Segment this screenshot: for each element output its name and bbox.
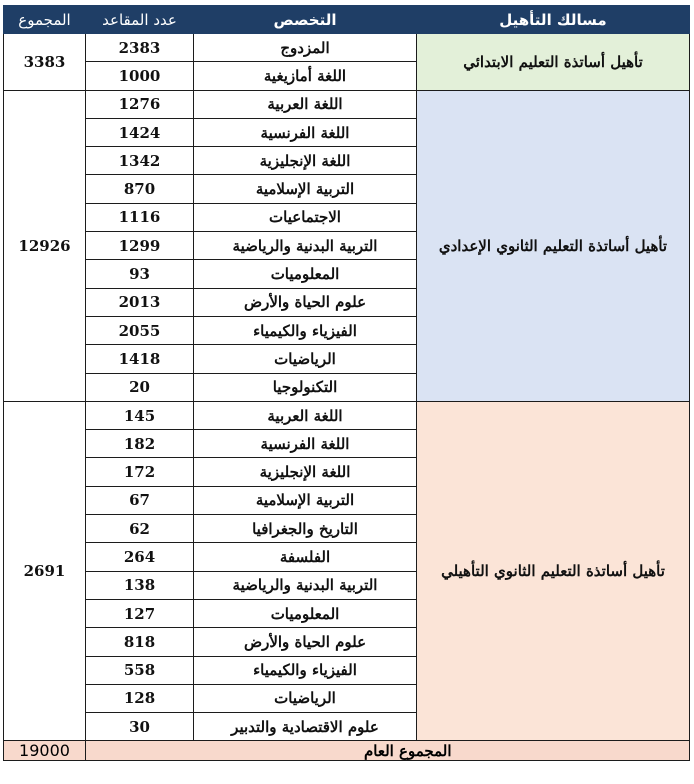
seats-cell: 1342 [86, 147, 194, 175]
specialty-cell: اللغة العربية [194, 90, 417, 118]
seats-cell: 264 [86, 543, 194, 571]
group-total: 2691 [4, 401, 86, 741]
seats-cell: 1116 [86, 203, 194, 231]
specialty-cell: المعلوميات [194, 260, 417, 288]
specialty-cell: اللغة الفرنسية [194, 430, 417, 458]
seats-cell: 2383 [86, 34, 194, 62]
seats-cell: 93 [86, 260, 194, 288]
seats-cell: 67 [86, 486, 194, 514]
seats-cell: 1299 [86, 232, 194, 260]
qualification-path: تأهيل أساتذة التعليم الابتدائي [417, 34, 690, 91]
seats-cell: 1418 [86, 345, 194, 373]
seats-cell: 30 [86, 713, 194, 741]
header-total: المجموع [4, 6, 86, 34]
specialty-cell: اللغة العربية [194, 401, 417, 429]
specialty-cell: التربية البدنية والرياضية [194, 571, 417, 599]
seats-cell: 1424 [86, 118, 194, 146]
qualification-path: تأهيل أساتذة التعليم الثانوي التأهيلي [417, 401, 690, 741]
seats-cell: 2013 [86, 288, 194, 316]
specialty-cell: الفيزياء والكيمياء [194, 656, 417, 684]
seats-cell: 1276 [86, 90, 194, 118]
seats-cell: 182 [86, 430, 194, 458]
specialty-cell: التربية البدنية والرياضية [194, 232, 417, 260]
seats-cell: 818 [86, 628, 194, 656]
specialty-cell: اللغة الإنجليزية [194, 147, 417, 175]
specialty-cell: المزدوج [194, 34, 417, 62]
seats-cell: 145 [86, 401, 194, 429]
seats-cell: 138 [86, 571, 194, 599]
specialty-cell: التربية الإسلامية [194, 486, 417, 514]
specialty-cell: علوم الاقتصادية والتدبير [194, 713, 417, 741]
table-row [4, 90, 690, 118]
specialty-cell: المعلوميات [194, 599, 417, 627]
specialty-cell: التاريخ والجغرافيا [194, 515, 417, 543]
grand-total-row [4, 741, 690, 761]
table-row [4, 401, 690, 429]
seats-cell: 128 [86, 684, 194, 712]
specialty-cell: الاجتماعيات [194, 203, 417, 231]
seats-cell: 2055 [86, 316, 194, 344]
seats-cell: 20 [86, 373, 194, 401]
seats-cell: 127 [86, 599, 194, 627]
seats-cell: 1000 [86, 62, 194, 90]
seats-cell: 870 [86, 175, 194, 203]
group-total: 12926 [4, 90, 86, 401]
specialty-cell: اللغة أمازيغية [194, 62, 417, 90]
header-seats: عدد المقاعد [86, 6, 194, 34]
grand-total-label-text: المجموع العام [364, 741, 452, 760]
group-total: 3383 [4, 34, 86, 91]
table-row [4, 34, 690, 62]
specialty-cell: علوم الحياة والأرض [194, 288, 417, 316]
seats-table [3, 5, 690, 761]
specialty-cell: الفيزياء والكيمياء [194, 316, 417, 344]
header-row [4, 6, 690, 34]
table-body [4, 34, 690, 741]
specialty-cell: الفلسفة [194, 543, 417, 571]
specialty-cell: اللغة الإنجليزية [194, 458, 417, 486]
specialty-cell: الرياضيات [194, 684, 417, 712]
specialty-cell: التربية الإسلامية [194, 175, 417, 203]
seats-cell: 172 [86, 458, 194, 486]
header-path: مسالك التأهيل [417, 6, 690, 34]
grand-total-value: 19000 [4, 741, 86, 761]
qualification-path: تأهيل أساتذة التعليم الثانوي الإعدادي [417, 90, 690, 401]
seats-cell: 62 [86, 515, 194, 543]
header-specialty: التخصص [194, 6, 417, 34]
grand-total-label [194, 741, 690, 761]
specialty-cell: اللغة الفرنسية [194, 118, 417, 146]
grand-total-spacer [86, 741, 194, 761]
specialty-cell: علوم الحياة والأرض [194, 628, 417, 656]
seats-cell: 558 [86, 656, 194, 684]
specialty-cell: التكنولوجيا [194, 373, 417, 401]
specialty-cell: الرياضيات [194, 345, 417, 373]
